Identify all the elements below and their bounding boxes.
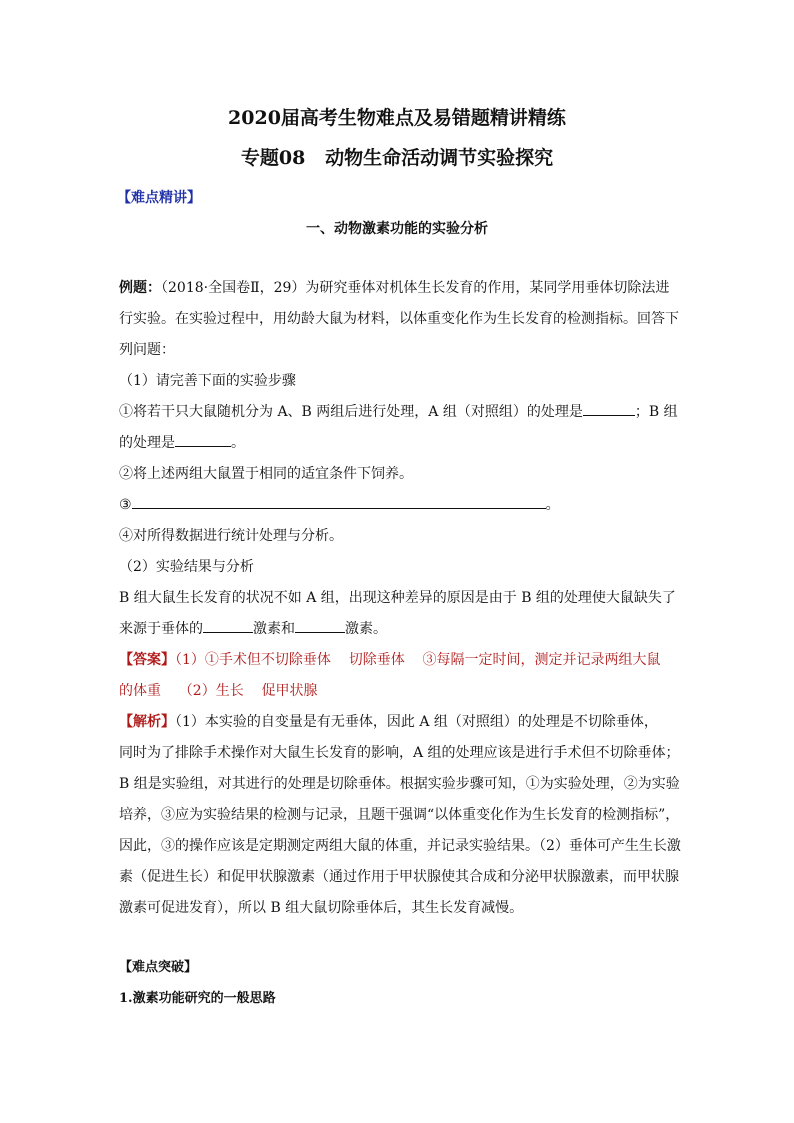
analysis-line-2: 同时为了排除手术操作对大鼠生长发育的影响，A 组的处理应该是进行手术但不切除垂体； [119,745,680,761]
step-2: ②将上述两组大鼠置于相同的适宜条件下饲养。 [119,466,413,482]
example-line-1: 例题：（2018·全国卷Ⅱ，29）为研究垂体对机体生长发育的作用，某同学用垂体切除法进 [119,280,670,296]
answer-blank [132,494,546,509]
step-4: ④对所得数据进行统计处理与分析。 [119,528,343,544]
spacer [119,924,679,952]
answer-line-1: 【答案】（1）①手术但不切除垂体 切除垂体 ③每隔一定时间，测定并记录两组大鼠 [119,652,661,668]
analysis-line-6: 素（促进生长）和促甲状腺激素（通过作用于甲状腺使其合成和分泌甲状腺激素，而甲状腺 [119,869,679,885]
example-label: 例题： [119,280,161,296]
point-1-heading: 1.激素功能研究的一般思路 [119,991,276,1006]
example-line-2: 行实验。在实验过程中，用幼龄大鼠为材料，以体重变化作为生长发育的检测指标。回答下 [119,311,679,327]
answer-blank [175,432,231,447]
step-1-cont: 的处理是 。 [119,428,679,459]
question-2-line-2: 来源于垂体的 激素和 激素。 [119,614,679,645]
section-tag: 【难点精讲】 [117,190,201,206]
question-1: （1）请完善下面的实验步骤 [119,373,296,389]
document-title: 2020届高考生物难点及易错题精讲精练 [228,107,566,129]
answer-blank [295,618,345,633]
analysis-line-4: 培养，③应为实验结果的检测与记录，且题干强调“以体重变化作为生长发育的检测指标”， [119,807,680,823]
document-body [119,273,679,1014]
section-title: 一、动物激素功能的实验分析 [306,221,488,237]
answer-blank [583,401,635,416]
question-2: （2）实验结果与分析 [119,559,254,575]
analysis-line-7: 激素可促进发育），所以 B 组大鼠切除垂体后，其生长发育减慢。 [119,900,524,916]
analysis-line-3: B 组是实验组，对其进行的处理是切除垂体。根据实验步骤可知，①为实验处理，②为实验 [119,776,680,792]
analysis-line-1: 【解析】（1）本实验的自变量是有无垂体，因此 A 组（对照组）的处理是不切除垂体， [119,714,658,730]
document-subtitle: 专题08 动物生命活动调节实验探究 [240,147,554,169]
answer-line-2: 的体重 （2）生长 促甲状腺 [119,683,318,699]
question-2-line-1: B 组大鼠生长发育的状况不如 A 组，出现这种差异的原因是由于 B 组的处理使大鼠缺失了 [119,590,676,606]
answer-tag: 【答案】 [119,652,175,668]
example-line-3: 列问题： [119,342,175,358]
analysis-tag: 【解析】 [119,714,175,730]
step-1: ①将若干只大鼠随机分为 A、B 两组后进行处理，A 组（对照组）的处理是 ；B 组 [119,397,679,428]
breakthrough-tag: 【难点突破】 [119,960,198,975]
answer-blank [203,618,253,633]
analysis-line-5: 因此，③的操作应该是定期测定两组大鼠的体重，并记录实验结果。（2）垂体可产生生长激 [119,838,681,854]
step-3: ③ 。 [119,490,679,521]
